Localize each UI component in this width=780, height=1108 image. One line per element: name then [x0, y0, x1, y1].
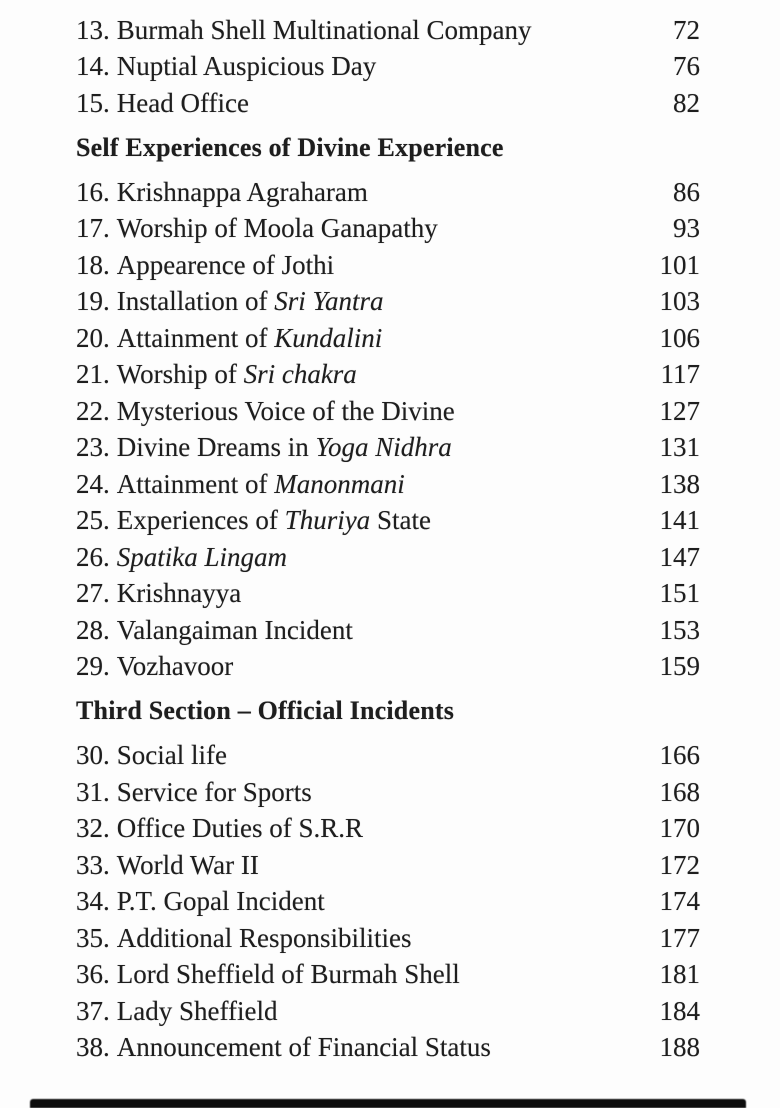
toc-row	[76, 576, 700, 613]
entry-title-text: Divine Dreams in	[116, 432, 316, 463]
entry-title	[76, 813, 636, 844]
entry-title-text: Krishnappa Agraharam	[116, 176, 368, 207]
entry-number: 23.	[76, 432, 110, 463]
entry-title-text: Manonmani	[274, 468, 405, 499]
entry-page-number: 151	[659, 578, 700, 609]
entry-title-text: Lady Sheffield	[116, 995, 278, 1026]
toc-row	[76, 320, 700, 357]
entry-page-number: 93	[673, 213, 700, 244]
entry-page-number: 141	[659, 505, 700, 536]
entry-page-number: 170	[659, 813, 700, 844]
entry-title	[76, 886, 636, 917]
entry-title	[76, 578, 636, 609]
entry-title-text: Thuriya	[284, 505, 371, 536]
toc-row	[76, 49, 700, 86]
entry-title-text: Nuptial Auspicious Day	[116, 51, 377, 82]
entry-title-text: World War II	[116, 849, 259, 880]
entry-title	[76, 250, 636, 281]
entry-title	[76, 850, 636, 881]
toc-row	[76, 539, 700, 576]
entry-number: 13.	[76, 14, 110, 45]
toc-row	[76, 393, 700, 430]
toc-row	[76, 503, 700, 540]
entry-page-number: 106	[659, 322, 700, 353]
toc-row	[76, 284, 700, 321]
entry-page-number: 117	[660, 359, 700, 390]
entry-number: 20.	[76, 322, 110, 353]
toc-row	[76, 847, 700, 884]
entry-page-number: 82	[673, 87, 700, 118]
section-header: Self Experiences of Divine Experience	[76, 132, 504, 162]
entry-title	[76, 740, 636, 771]
entry-title	[76, 615, 636, 646]
entry-title-text: Experiences of	[116, 505, 285, 536]
entry-page-number: 131	[659, 432, 700, 463]
entry-title	[76, 286, 636, 317]
entry-title-text: Sri Yantra	[274, 286, 384, 317]
entry-page-number: 127	[659, 395, 700, 426]
entry-number: 21.	[76, 359, 110, 390]
entry-title	[76, 777, 636, 808]
entry-title-text: Appearence of Jothi	[116, 249, 335, 280]
entry-title	[76, 88, 636, 119]
entry-page-number: 72	[673, 14, 700, 45]
entry-number: 33.	[76, 849, 110, 880]
entry-number: 14.	[76, 51, 110, 82]
entry-page-number: 184	[659, 995, 700, 1026]
toc-row	[76, 211, 700, 248]
entry-title	[76, 469, 636, 500]
entry-title	[76, 996, 636, 1027]
entry-title-text: Yoga Nidhra	[315, 432, 452, 463]
entry-number: 27.	[76, 578, 110, 609]
entry-title-text: Spatika Lingam	[116, 541, 288, 572]
entry-page-number: 103	[659, 286, 700, 317]
entry-page-number: 153	[659, 614, 700, 645]
entry-title-text: Worship of	[116, 359, 244, 390]
entry-page-number: 177	[659, 922, 700, 953]
entry-number: 34.	[76, 886, 110, 917]
section-header: Third Section – Official Incidents	[76, 696, 455, 726]
entry-number: 38.	[76, 1032, 110, 1063]
entry-number: 22.	[76, 395, 110, 426]
entry-number: 19.	[76, 286, 110, 317]
entry-number: 32.	[76, 813, 110, 844]
entry-title-text: Valangaiman Incident	[116, 614, 353, 645]
entry-title	[76, 213, 636, 244]
entry-title	[76, 177, 636, 208]
toc-row	[76, 738, 700, 775]
toc-row	[76, 884, 700, 921]
entry-title-text: Attainment of	[116, 322, 275, 353]
entry-number: 26.	[76, 541, 110, 572]
entry-title-text: Burmah Shell Multinational Company	[116, 14, 532, 45]
entry-title-text: Social life	[116, 740, 227, 771]
toc-row	[76, 466, 700, 503]
entry-number: 35.	[76, 922, 110, 953]
entry-number: 31.	[76, 776, 110, 807]
entry-page-number: 181	[659, 959, 700, 990]
entry-title	[76, 542, 636, 573]
entry-title-text: Krishnayya	[116, 578, 242, 609]
entry-page-number: 188	[659, 1032, 700, 1063]
entry-title-text: Installation of	[116, 286, 275, 317]
entry-title-text: State	[370, 505, 431, 536]
entry-title-text: P.T. Gopal Incident	[116, 886, 325, 917]
entry-title	[76, 923, 636, 954]
entry-title-text: Lord Sheffield of Burmah Shell	[116, 959, 460, 990]
entry-title-text: Attainment of	[116, 468, 275, 499]
entry-page-number: 166	[659, 740, 700, 771]
entry-title-text: Vozhavoor	[116, 651, 234, 682]
toc-row	[76, 957, 700, 994]
toc	[76, 12, 700, 1066]
toc-row	[76, 649, 700, 686]
toc-row	[76, 12, 700, 49]
entry-page-number: 174	[659, 886, 700, 917]
entry-page-number: 138	[659, 468, 700, 499]
toc-row	[76, 357, 700, 394]
entry-title-text: Office Duties of S.R.R	[116, 813, 363, 844]
toc-row	[76, 174, 700, 211]
scan-edge-artifact	[30, 1099, 746, 1108]
entry-page-number: 159	[659, 651, 700, 682]
entry-title	[76, 959, 636, 990]
entry-number: 18.	[76, 249, 110, 280]
toc-row	[76, 612, 700, 649]
entry-number: 17.	[76, 213, 110, 244]
entry-title	[76, 1032, 636, 1063]
entry-title	[76, 323, 636, 354]
entry-title	[76, 51, 636, 82]
entry-title-text: Mysterious Voice of the Divine	[116, 395, 455, 426]
entry-title-text: Service for Sports	[116, 776, 312, 807]
entry-title	[76, 505, 636, 536]
entry-page-number: 172	[659, 849, 700, 880]
entry-number: 36.	[76, 959, 110, 990]
toc-row	[76, 1030, 700, 1067]
toc-row	[76, 85, 700, 122]
entry-page-number: 76	[673, 51, 700, 82]
entry-title-text: Kundalini	[274, 322, 383, 353]
entry-title	[76, 396, 636, 427]
toc-row	[76, 993, 700, 1030]
entry-title-text: Sri chakra	[243, 359, 357, 390]
entry-title-text: Worship of Moola Ganapathy	[116, 213, 438, 244]
entry-title	[76, 359, 636, 390]
entry-number: 16.	[76, 176, 110, 207]
entry-number: 30.	[76, 740, 110, 771]
toc-row	[76, 774, 700, 811]
toc-row	[76, 247, 700, 284]
entry-title	[76, 651, 636, 682]
entry-number: 25.	[76, 505, 110, 536]
entry-number: 29.	[76, 651, 110, 682]
entry-number: 37.	[76, 995, 110, 1026]
entry-title	[76, 15, 636, 46]
entry-page-number: 147	[659, 541, 700, 572]
toc-row	[76, 811, 700, 848]
entry-number: 15.	[76, 87, 110, 118]
entry-page-number: 101	[659, 249, 700, 280]
entry-title-text: Head Office	[116, 87, 249, 118]
entry-title-text: Additional Responsibilities	[116, 922, 412, 953]
entry-title	[76, 432, 636, 463]
entry-number: 28.	[76, 614, 110, 645]
entry-number: 24.	[76, 468, 110, 499]
toc-row	[76, 920, 700, 957]
entry-page-number: 86	[673, 176, 700, 207]
entry-title-text: Announcement of Financial Status	[116, 1032, 491, 1063]
entry-page-number: 168	[659, 776, 700, 807]
toc-row	[76, 430, 700, 467]
